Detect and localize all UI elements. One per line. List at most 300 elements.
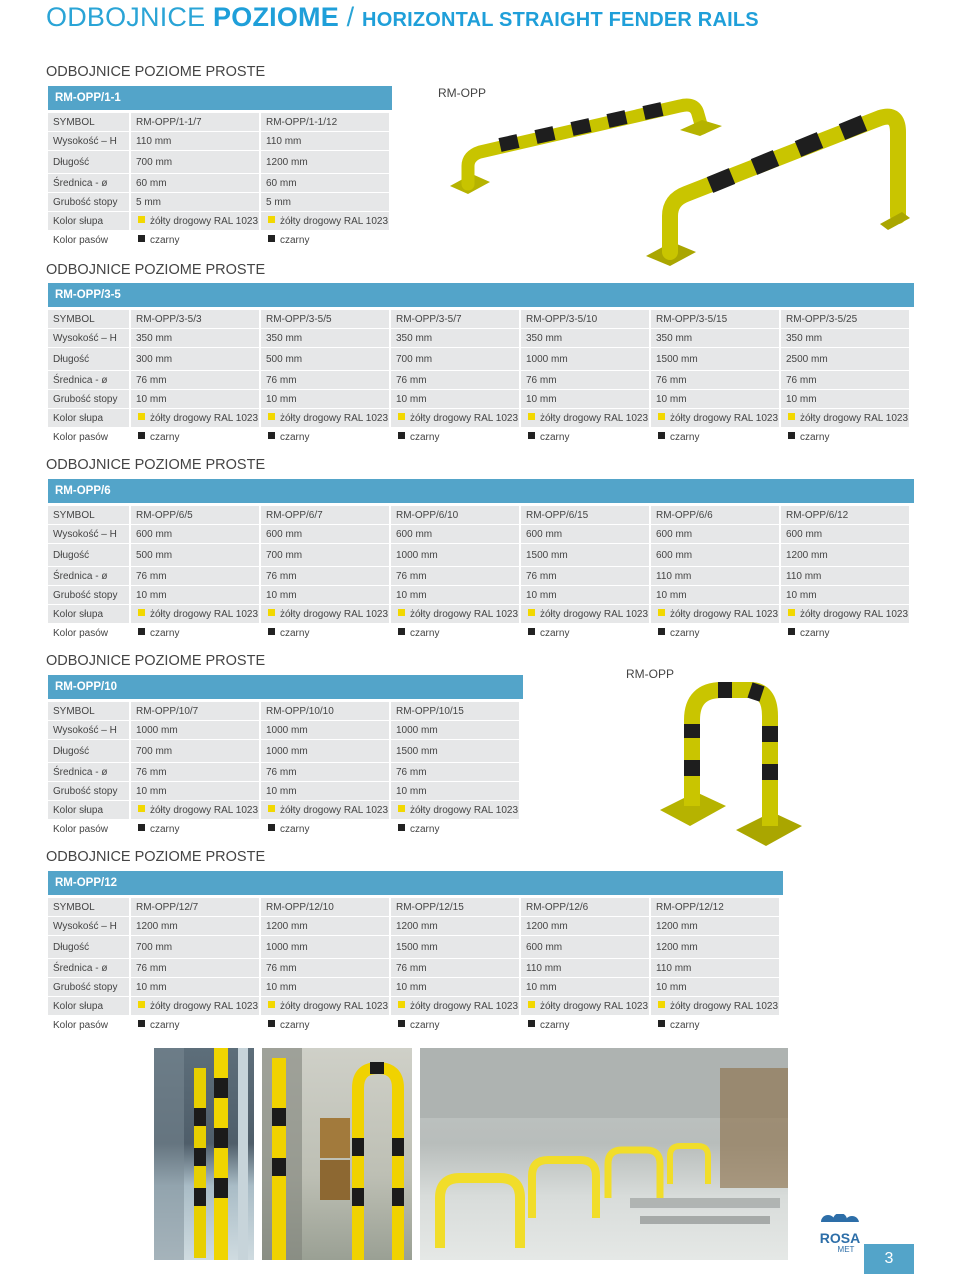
color-name: żółty drogowy RAL 1023 bbox=[540, 1000, 649, 1012]
spec-cell: 1500 mm bbox=[521, 543, 651, 566]
spec-cell: RM-OPP/3-5/5 bbox=[261, 309, 391, 328]
spec-cell: 500 mm bbox=[131, 543, 261, 566]
spec-cell: 350 mm bbox=[781, 328, 911, 347]
yellow-swatch-icon bbox=[658, 1001, 665, 1008]
spec-cell: RM-OPP/10/10 bbox=[261, 701, 391, 720]
spec-cell: 1200 mm bbox=[261, 150, 391, 173]
spec-cell: 1200 mm bbox=[651, 935, 781, 958]
spec-cell: 600 mm bbox=[651, 543, 781, 566]
spec-cell: 10 mm bbox=[131, 781, 261, 800]
spec-cell: 700 mm bbox=[131, 935, 261, 958]
spec-row-diameter bbox=[48, 762, 521, 781]
color-name: żółty drogowy RAL 1023 bbox=[540, 412, 649, 424]
spec-cell: 10 mm bbox=[391, 585, 521, 604]
yellow-swatch-icon bbox=[268, 609, 275, 616]
spec-cell: 10 mm bbox=[391, 977, 521, 996]
spec-cell: RM-OPP/6/15 bbox=[521, 505, 651, 524]
spec-row-symbol bbox=[48, 309, 911, 328]
spec-cell: 600 mm bbox=[781, 524, 911, 543]
color-cell-yellow bbox=[391, 604, 521, 623]
color-cell-yellow bbox=[131, 604, 261, 623]
spec-cell: 1500 mm bbox=[391, 739, 521, 762]
spec-table bbox=[48, 701, 521, 838]
black-swatch-icon bbox=[398, 824, 405, 831]
black-swatch-icon bbox=[268, 432, 275, 439]
color-cell-yellow bbox=[521, 996, 651, 1015]
section-heading: ODBOJNICE POZIOME PROSTE bbox=[46, 849, 266, 865]
spec-cell: RM-OPP/12/6 bbox=[521, 897, 651, 916]
product-label: RM-OPP bbox=[626, 667, 674, 681]
spec-cell: 76 mm bbox=[261, 958, 391, 977]
color-name: czarny bbox=[800, 627, 830, 639]
spec-cell: 600 mm bbox=[521, 524, 651, 543]
photo-warehouse-1 bbox=[154, 1048, 254, 1260]
color-cell-yellow bbox=[131, 996, 261, 1015]
spec-cell: 1000 mm bbox=[261, 739, 391, 762]
color-cell-yellow bbox=[651, 996, 781, 1015]
color-name: czarny bbox=[540, 627, 570, 639]
color-name: czarny bbox=[280, 823, 310, 835]
spec-table bbox=[48, 505, 911, 642]
color-name: czarny bbox=[280, 234, 310, 246]
black-swatch-icon bbox=[398, 628, 405, 635]
spec-cell: 110 mm bbox=[521, 958, 651, 977]
color-name: czarny bbox=[150, 627, 180, 639]
spec-cell: 700 mm bbox=[261, 543, 391, 566]
color-cell-black bbox=[261, 230, 391, 249]
yellow-swatch-icon bbox=[138, 609, 145, 616]
row-label: SYMBOL bbox=[48, 505, 131, 524]
color-name: czarny bbox=[410, 823, 440, 835]
color-cell-yellow bbox=[261, 604, 391, 623]
black-swatch-icon bbox=[138, 628, 145, 635]
row-label: SYMBOL bbox=[48, 701, 131, 720]
spec-cell: 10 mm bbox=[261, 977, 391, 996]
spec-cell: RM-OPP/3-5/10 bbox=[521, 309, 651, 328]
spec-cell: 76 mm bbox=[391, 958, 521, 977]
yellow-swatch-icon bbox=[658, 413, 665, 420]
spec-cell: 1000 mm bbox=[391, 720, 521, 739]
row-label: Kolor słupa bbox=[48, 211, 131, 230]
spec-row-post-color bbox=[48, 604, 911, 623]
section-bar: RM-OPP/12 bbox=[48, 871, 783, 895]
black-swatch-icon bbox=[528, 1020, 535, 1027]
row-label: Kolor pasów bbox=[48, 623, 131, 642]
color-cell-black bbox=[391, 623, 521, 642]
spec-cell: 5 mm bbox=[131, 192, 261, 211]
row-label: Średnica - ø bbox=[48, 370, 131, 389]
spec-row-symbol bbox=[48, 897, 781, 916]
section-heading: ODBOJNICE POZIOME PROSTE bbox=[46, 653, 266, 669]
row-label: Kolor słupa bbox=[48, 604, 131, 623]
spec-row-symbol bbox=[48, 112, 391, 131]
section-heading: ODBOJNICE POZIOME PROSTE bbox=[46, 262, 266, 278]
color-cell-black bbox=[651, 1015, 781, 1034]
color-cell-black bbox=[391, 1015, 521, 1034]
spec-cell: 600 mm bbox=[651, 524, 781, 543]
spec-table bbox=[48, 897, 781, 1034]
color-cell-yellow bbox=[391, 408, 521, 427]
row-label: Długość bbox=[48, 347, 131, 370]
color-cell-yellow bbox=[521, 408, 651, 427]
spec-cell: 10 mm bbox=[261, 585, 391, 604]
product-label: RM-OPP bbox=[438, 86, 486, 100]
color-name: czarny bbox=[280, 431, 310, 443]
spec-cell: 10 mm bbox=[651, 389, 781, 408]
spec-cell: RM-OPP/3-5/7 bbox=[391, 309, 521, 328]
logo-sub: MET bbox=[837, 1245, 855, 1254]
spec-cell: 350 mm bbox=[131, 328, 261, 347]
spec-cell: 76 mm bbox=[131, 370, 261, 389]
spec-cell: 1200 mm bbox=[521, 916, 651, 935]
color-cell-black bbox=[261, 819, 391, 838]
section-bar: RM-OPP/6 bbox=[48, 479, 914, 503]
color-name: czarny bbox=[280, 627, 310, 639]
spec-cell: RM-OPP/12/12 bbox=[651, 897, 781, 916]
spec-cell: 110 mm bbox=[651, 566, 781, 585]
color-cell-yellow bbox=[391, 800, 521, 819]
spec-cell: 60 mm bbox=[261, 173, 391, 192]
spec-row-base bbox=[48, 977, 781, 996]
black-swatch-icon bbox=[138, 824, 145, 831]
spec-cell: 10 mm bbox=[131, 977, 261, 996]
black-swatch-icon bbox=[658, 1020, 665, 1027]
spec-cell: RM-OPP/3-5/25 bbox=[781, 309, 911, 328]
spec-cell: 10 mm bbox=[131, 389, 261, 408]
color-name: żółty drogowy RAL 1023 bbox=[150, 608, 259, 620]
black-swatch-icon bbox=[268, 1020, 275, 1027]
spec-cell: 5 mm bbox=[261, 192, 391, 211]
yellow-swatch-icon bbox=[268, 1001, 275, 1008]
color-name: czarny bbox=[150, 431, 180, 443]
yellow-swatch-icon bbox=[788, 609, 795, 616]
color-cell-black bbox=[651, 623, 781, 642]
yellow-swatch-icon bbox=[398, 805, 405, 812]
color-name: żółty drogowy RAL 1023 bbox=[670, 608, 779, 620]
yellow-swatch-icon bbox=[138, 216, 145, 223]
spec-row-diameter bbox=[48, 370, 911, 389]
yellow-swatch-icon bbox=[268, 413, 275, 420]
spec-cell: 60 mm bbox=[131, 173, 261, 192]
yellow-swatch-icon bbox=[528, 413, 535, 420]
spec-cell: 10 mm bbox=[651, 585, 781, 604]
spec-row-base bbox=[48, 585, 911, 604]
black-swatch-icon bbox=[658, 432, 665, 439]
color-name: żółty drogowy RAL 1023 bbox=[410, 608, 519, 620]
color-name: żółty drogowy RAL 1023 bbox=[800, 608, 909, 620]
yellow-swatch-icon bbox=[658, 609, 665, 616]
spec-row-symbol bbox=[48, 701, 521, 720]
spec-row-stripe-color bbox=[48, 1015, 781, 1034]
color-name: żółty drogowy RAL 1023 bbox=[280, 804, 389, 816]
row-label: Kolor słupa bbox=[48, 996, 131, 1015]
spec-cell: 76 mm bbox=[131, 566, 261, 585]
color-name: czarny bbox=[150, 234, 180, 246]
black-swatch-icon bbox=[138, 1020, 145, 1027]
row-label: Długość bbox=[48, 150, 131, 173]
black-swatch-icon bbox=[788, 628, 795, 635]
spec-cell: 600 mm bbox=[261, 524, 391, 543]
spec-cell: 1500 mm bbox=[651, 347, 781, 370]
logo-name: ROSA bbox=[819, 1230, 861, 1246]
spec-cell: 10 mm bbox=[521, 585, 651, 604]
spec-cell: RM-OPP/6/7 bbox=[261, 505, 391, 524]
spec-row-height bbox=[48, 131, 391, 150]
spec-row-base bbox=[48, 192, 391, 211]
spec-row-stripe-color bbox=[48, 427, 911, 446]
spec-cell: 76 mm bbox=[261, 762, 391, 781]
spec-cell: 110 mm bbox=[131, 131, 261, 150]
color-name: czarny bbox=[800, 431, 830, 443]
color-cell-black bbox=[131, 1015, 261, 1034]
color-name: żółty drogowy RAL 1023 bbox=[280, 215, 389, 227]
spec-cell: 10 mm bbox=[781, 585, 911, 604]
spec-cell: 700 mm bbox=[131, 150, 261, 173]
color-name: czarny bbox=[150, 1019, 180, 1031]
spec-row-symbol bbox=[48, 505, 911, 524]
color-cell-yellow bbox=[781, 408, 911, 427]
row-label: Wysokość – H bbox=[48, 916, 131, 935]
spec-cell: 700 mm bbox=[131, 739, 261, 762]
color-cell-black bbox=[261, 1015, 391, 1034]
spec-row-diameter bbox=[48, 173, 391, 192]
spec-cell: 1500 mm bbox=[391, 935, 521, 958]
spec-cell: 10 mm bbox=[391, 389, 521, 408]
spec-cell: 350 mm bbox=[521, 328, 651, 347]
row-label: Kolor pasów bbox=[48, 1015, 131, 1034]
spec-row-base bbox=[48, 389, 911, 408]
spec-row-length bbox=[48, 739, 521, 762]
black-swatch-icon bbox=[268, 235, 275, 242]
yellow-swatch-icon bbox=[138, 1001, 145, 1008]
spec-cell: 76 mm bbox=[521, 566, 651, 585]
spec-row-height bbox=[48, 524, 911, 543]
yellow-swatch-icon bbox=[398, 413, 405, 420]
section-bar: RM-OPP/10 bbox=[48, 675, 523, 699]
color-cell-yellow bbox=[521, 604, 651, 623]
yellow-swatch-icon bbox=[528, 609, 535, 616]
row-label: Kolor pasów bbox=[48, 819, 131, 838]
black-swatch-icon bbox=[268, 628, 275, 635]
color-name: czarny bbox=[410, 1019, 440, 1031]
spec-cell: 76 mm bbox=[521, 370, 651, 389]
yellow-swatch-icon bbox=[138, 413, 145, 420]
color-cell-black bbox=[131, 623, 261, 642]
spec-cell: 350 mm bbox=[261, 328, 391, 347]
row-label: SYMBOL bbox=[48, 897, 131, 916]
spec-row-height bbox=[48, 916, 781, 935]
row-label: SYMBOL bbox=[48, 112, 131, 131]
spec-cell: 110 mm bbox=[261, 131, 391, 150]
row-label: Średnica - ø bbox=[48, 566, 131, 585]
spec-cell: 1200 mm bbox=[261, 916, 391, 935]
spec-cell: 10 mm bbox=[521, 389, 651, 408]
yellow-swatch-icon bbox=[398, 1001, 405, 1008]
color-cell-yellow bbox=[781, 604, 911, 623]
row-label: Grubość stopy bbox=[48, 585, 131, 604]
spec-row-base bbox=[48, 781, 521, 800]
row-label: Wysokość – H bbox=[48, 524, 131, 543]
color-name: czarny bbox=[540, 431, 570, 443]
row-label: Grubość stopy bbox=[48, 389, 131, 408]
spec-cell: RM-OPP/10/7 bbox=[131, 701, 261, 720]
yellow-swatch-icon bbox=[398, 609, 405, 616]
color-cell-black bbox=[131, 819, 261, 838]
spec-cell: 600 mm bbox=[131, 524, 261, 543]
black-swatch-icon bbox=[528, 432, 535, 439]
color-name: żółty drogowy RAL 1023 bbox=[280, 1000, 389, 1012]
spec-cell: 1200 mm bbox=[651, 916, 781, 935]
color-cell-black bbox=[781, 623, 911, 642]
row-label: Wysokość – H bbox=[48, 328, 131, 347]
color-cell-black bbox=[261, 623, 391, 642]
spec-cell: 10 mm bbox=[261, 389, 391, 408]
yellow-swatch-icon bbox=[788, 413, 795, 420]
black-swatch-icon bbox=[788, 432, 795, 439]
color-name: żółty drogowy RAL 1023 bbox=[670, 412, 779, 424]
color-cell-black bbox=[521, 623, 651, 642]
spec-row-stripe-color bbox=[48, 819, 521, 838]
color-cell-yellow bbox=[391, 996, 521, 1015]
color-name: żółty drogowy RAL 1023 bbox=[150, 1000, 259, 1012]
yellow-swatch-icon bbox=[268, 805, 275, 812]
spec-cell: 600 mm bbox=[521, 935, 651, 958]
spec-row-height bbox=[48, 328, 911, 347]
color-name: czarny bbox=[540, 1019, 570, 1031]
spec-table bbox=[48, 112, 391, 249]
row-label: Kolor pasów bbox=[48, 230, 131, 249]
yellow-swatch-icon bbox=[138, 805, 145, 812]
fender-rail-horizontal-image bbox=[440, 96, 910, 266]
spec-cell: 1200 mm bbox=[131, 916, 261, 935]
spec-cell: 500 mm bbox=[261, 347, 391, 370]
row-label: Grubość stopy bbox=[48, 781, 131, 800]
row-label: Długość bbox=[48, 935, 131, 958]
black-swatch-icon bbox=[138, 432, 145, 439]
color-cell-black bbox=[261, 427, 391, 446]
spec-cell: 1200 mm bbox=[781, 543, 911, 566]
spec-cell: 10 mm bbox=[131, 585, 261, 604]
spec-row-post-color bbox=[48, 408, 911, 427]
spec-cell: 1000 mm bbox=[131, 720, 261, 739]
spec-row-post-color bbox=[48, 211, 391, 230]
color-name: żółty drogowy RAL 1023 bbox=[150, 412, 259, 424]
spec-cell: 1000 mm bbox=[391, 543, 521, 566]
spec-cell: 76 mm bbox=[391, 762, 521, 781]
spec-cell: 10 mm bbox=[781, 389, 911, 408]
row-label: Średnica - ø bbox=[48, 958, 131, 977]
section-bar: RM-OPP/3-5 bbox=[48, 283, 914, 307]
spec-cell: 10 mm bbox=[261, 781, 391, 800]
row-label: Średnica - ø bbox=[48, 762, 131, 781]
spec-cell: RM-OPP/6/5 bbox=[131, 505, 261, 524]
color-cell-black bbox=[131, 230, 261, 249]
color-cell-black bbox=[521, 1015, 651, 1034]
spec-row-diameter bbox=[48, 958, 781, 977]
color-name: żółty drogowy RAL 1023 bbox=[150, 215, 259, 227]
black-swatch-icon bbox=[268, 824, 275, 831]
row-label: Średnica - ø bbox=[48, 173, 131, 192]
row-label: Kolor pasów bbox=[48, 427, 131, 446]
black-swatch-icon bbox=[658, 628, 665, 635]
spec-cell: 110 mm bbox=[781, 566, 911, 585]
spec-cell: 76 mm bbox=[391, 566, 521, 585]
color-name: żółty drogowy RAL 1023 bbox=[670, 1000, 779, 1012]
color-name: czarny bbox=[670, 431, 700, 443]
row-label: Grubość stopy bbox=[48, 977, 131, 996]
spec-cell: 300 mm bbox=[131, 347, 261, 370]
row-label: Kolor słupa bbox=[48, 408, 131, 427]
color-cell-black bbox=[391, 819, 521, 838]
black-swatch-icon bbox=[398, 432, 405, 439]
spec-cell: 76 mm bbox=[391, 370, 521, 389]
spec-cell: RM-OPP/6/12 bbox=[781, 505, 911, 524]
fender-rail-vertical-image bbox=[640, 680, 820, 850]
color-name: żółty drogowy RAL 1023 bbox=[410, 1000, 519, 1012]
color-cell-yellow bbox=[651, 604, 781, 623]
color-name: żółty drogowy RAL 1023 bbox=[150, 804, 259, 816]
color-cell-yellow bbox=[261, 996, 391, 1015]
color-name: czarny bbox=[410, 627, 440, 639]
row-label: Wysokość – H bbox=[48, 131, 131, 150]
spec-cell: 76 mm bbox=[261, 370, 391, 389]
rosamet-logo bbox=[806, 1214, 870, 1254]
color-cell-black bbox=[391, 427, 521, 446]
color-name: żółty drogowy RAL 1023 bbox=[410, 804, 519, 816]
spec-cell: 10 mm bbox=[391, 781, 521, 800]
color-name: żółty drogowy RAL 1023 bbox=[410, 412, 519, 424]
color-name: żółty drogowy RAL 1023 bbox=[280, 412, 389, 424]
spec-cell: RM-OPP/12/7 bbox=[131, 897, 261, 916]
spec-cell: RM-OPP/3-5/15 bbox=[651, 309, 781, 328]
spec-cell: 700 mm bbox=[391, 347, 521, 370]
spec-cell: 76 mm bbox=[781, 370, 911, 389]
spec-cell: RM-OPP/6/6 bbox=[651, 505, 781, 524]
spec-cell: 76 mm bbox=[131, 762, 261, 781]
photo-warehouse-3 bbox=[420, 1048, 788, 1260]
row-label: Długość bbox=[48, 543, 131, 566]
spec-cell: RM-OPP/12/10 bbox=[261, 897, 391, 916]
color-cell-yellow bbox=[261, 211, 391, 230]
color-name: żółty drogowy RAL 1023 bbox=[280, 608, 389, 620]
spec-table bbox=[48, 309, 911, 446]
spec-cell: RM-OPP/6/10 bbox=[391, 505, 521, 524]
yellow-swatch-icon bbox=[268, 216, 275, 223]
black-swatch-icon bbox=[528, 628, 535, 635]
spec-cell: 76 mm bbox=[261, 566, 391, 585]
row-label: Wysokość – H bbox=[48, 720, 131, 739]
section-heading: ODBOJNICE POZIOME PROSTE bbox=[46, 64, 266, 80]
color-cell-yellow bbox=[261, 408, 391, 427]
color-name: żółty drogowy RAL 1023 bbox=[800, 412, 909, 424]
color-name: żółty drogowy RAL 1023 bbox=[540, 608, 649, 620]
spec-row-post-color bbox=[48, 996, 781, 1015]
spec-cell: RM-OPP/10/15 bbox=[391, 701, 521, 720]
spec-row-diameter bbox=[48, 566, 911, 585]
spec-row-length bbox=[48, 543, 911, 566]
spec-cell: 2500 mm bbox=[781, 347, 911, 370]
page-title: ODBOJNICE POZIOME / HORIZONTAL STRAIGHT FENDER RAILS bbox=[46, 2, 759, 32]
section-bar: RM-OPP/1-1 bbox=[48, 86, 392, 110]
spec-cell: RM-OPP/1-1/12 bbox=[261, 112, 391, 131]
spec-cell: 10 mm bbox=[651, 977, 781, 996]
spec-row-stripe-color bbox=[48, 230, 391, 249]
spec-cell: RM-OPP/12/15 bbox=[391, 897, 521, 916]
black-swatch-icon bbox=[398, 1020, 405, 1027]
color-name: czarny bbox=[150, 823, 180, 835]
black-swatch-icon bbox=[138, 235, 145, 242]
row-label: Grubość stopy bbox=[48, 192, 131, 211]
